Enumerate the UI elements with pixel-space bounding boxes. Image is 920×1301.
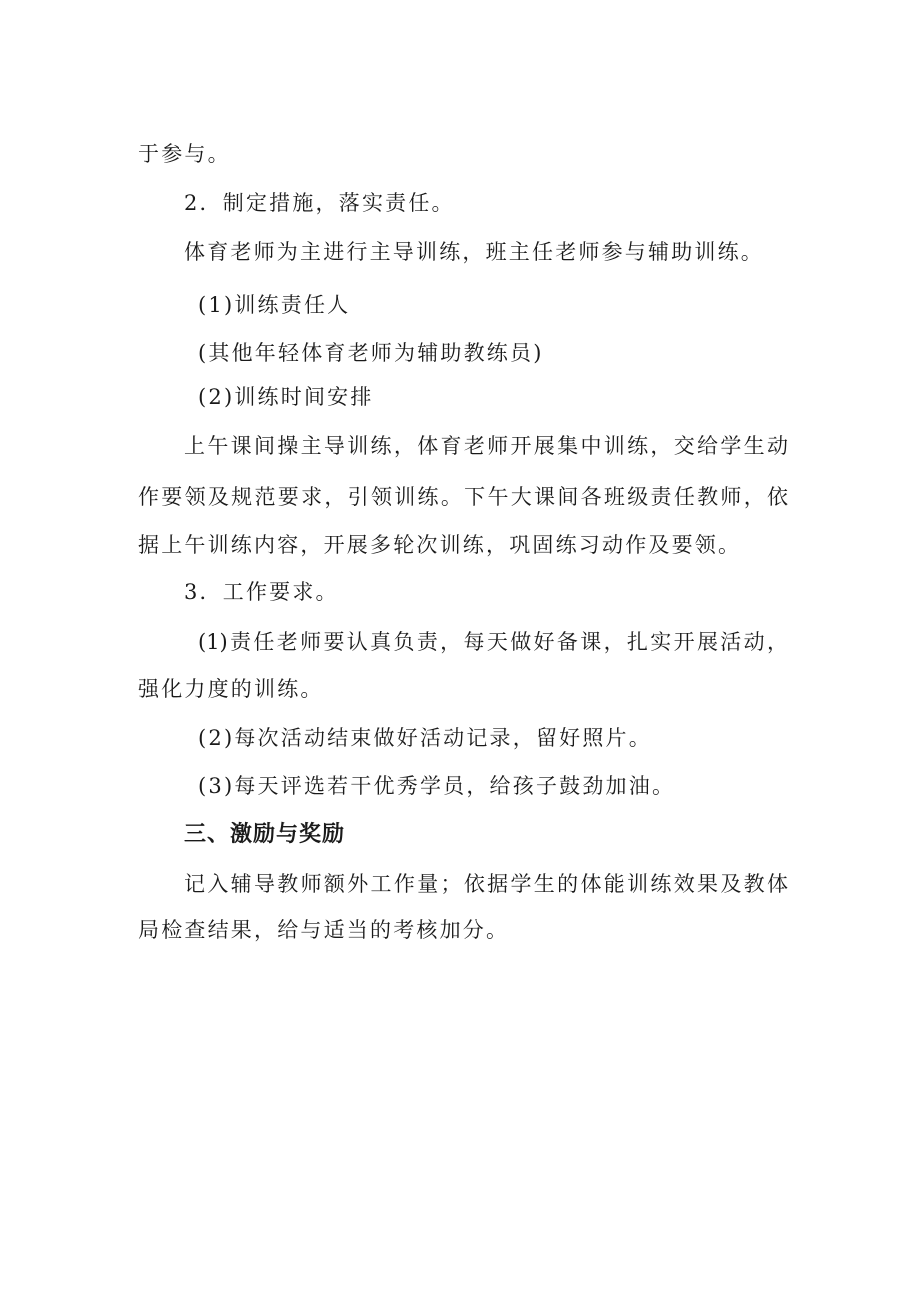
paragraph-line: 体育老师为主进行主导训练，班主任老师参与辅助训练。 — [184, 240, 764, 264]
paragraph-line: 记入辅导教师额外工作量；依据学生的体能训练效果及教体 — [184, 872, 788, 896]
paragraph-line: 上午课间操主导训练，体育老师开展集中训练，交给学生动 — [184, 434, 788, 458]
sub-item-1: (1)责任老师要认真负责，每天做好备课，扎实开展活动， — [198, 630, 788, 654]
section-heading: 三、激励与奖励 — [184, 822, 346, 847]
sub-item-1: (1)训练责任人 — [198, 293, 351, 317]
paragraph-line: 据上午训练内容，开展多轮次训练，巩固练习动作及要领。 — [138, 533, 742, 557]
section-item-2: 2．制定措施，落实责任。 — [184, 191, 455, 215]
sub-item-2: (2)每次活动结束做好活动记录，留好照片。 — [198, 726, 652, 750]
paragraph-line: 作要领及规范要求，引领训练。下午大课间各班级责任教师，依 — [138, 485, 788, 509]
sub-item-3: (3)每天评选若干优秀学员，给孩子鼓劲加油。 — [198, 774, 676, 798]
sub-item-2: (2)训练时间安排 — [198, 385, 374, 409]
section-item-3: 3．工作要求。 — [184, 580, 339, 604]
paragraph-line: 局检查结果，给与适当的考核加分。 — [138, 918, 510, 942]
paragraph-line: 于参与。 — [138, 142, 231, 166]
paragraph-line: 强化力度的训练。 — [138, 677, 324, 701]
sub-item-note: (其他年轻体育老师为辅助教练员) — [198, 341, 544, 365]
